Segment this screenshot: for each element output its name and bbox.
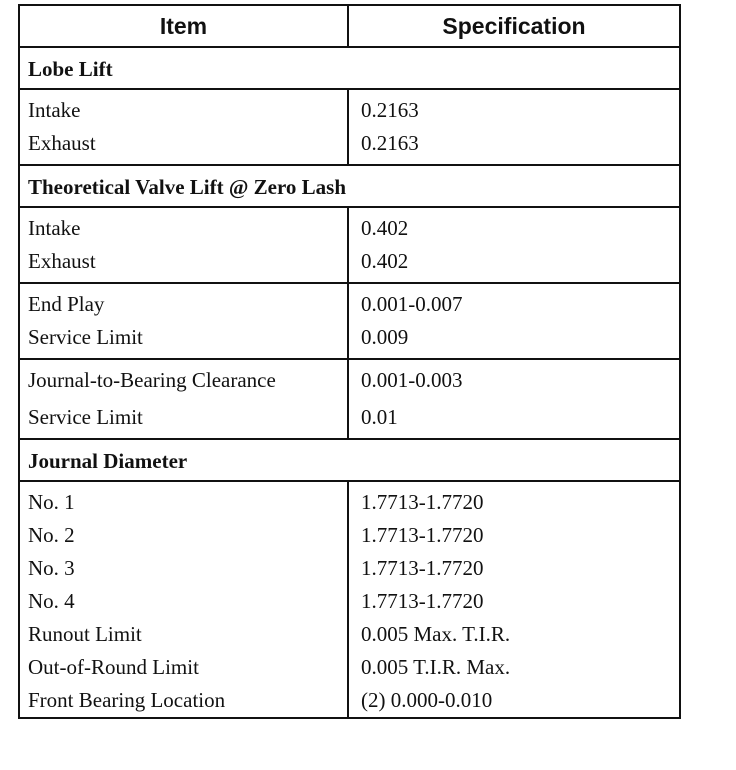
spec-cell: 1.7713-1.7720 <box>348 519 680 552</box>
section-lobe-lift <box>19 47 680 89</box>
table-row <box>19 552 680 585</box>
table-row <box>19 245 680 283</box>
header-specification: Specification <box>348 5 680 47</box>
camshaft-spec-table <box>18 4 681 719</box>
section-title: Lobe Lift <box>19 47 680 89</box>
item-cell: Exhaust <box>19 127 348 165</box>
item-cell: No. 2 <box>19 519 348 552</box>
item-cell: Intake <box>19 89 348 127</box>
spec-cell: 0.2163 <box>348 127 680 165</box>
item-cell: No. 4 <box>19 585 348 618</box>
spec-cell: 0.009 <box>348 321 680 359</box>
table-row <box>19 359 680 401</box>
spec-cell: 0.005 T.I.R. Max. <box>348 651 680 684</box>
spec-cell: 0.2163 <box>348 89 680 127</box>
item-cell: Front Bearing Location <box>19 684 348 718</box>
spec-cell: 1.7713-1.7720 <box>348 585 680 618</box>
table-row <box>19 618 680 651</box>
table-row <box>19 283 680 321</box>
item-cell: End Play <box>19 283 348 321</box>
table-row <box>19 585 680 618</box>
header-item: Item <box>19 5 348 47</box>
spec-cell: (2) 0.000-0.010 <box>348 684 680 718</box>
item-cell: No. 1 <box>19 481 348 519</box>
spec-cell: 0.402 <box>348 207 680 245</box>
spec-cell: 0.001-0.007 <box>348 283 680 321</box>
table-row <box>19 401 680 439</box>
item-cell: Service Limit <box>19 401 348 439</box>
header-row <box>19 5 680 47</box>
table-row <box>19 651 680 684</box>
section-title: Theoretical Valve Lift @ Zero Lash <box>19 165 680 207</box>
item-cell: Service Limit <box>19 321 348 359</box>
spec-cell: 0.001-0.003 <box>348 359 680 401</box>
table-row <box>19 519 680 552</box>
section-valve-lift <box>19 165 680 207</box>
section-journal-diameter <box>19 439 680 481</box>
table-row <box>19 207 680 245</box>
item-cell: Intake <box>19 207 348 245</box>
item-cell: Out-of-Round Limit <box>19 651 348 684</box>
spec-cell: 1.7713-1.7720 <box>348 481 680 519</box>
table-row <box>19 481 680 519</box>
spec-cell: 1.7713-1.7720 <box>348 552 680 585</box>
spec-cell: 0.01 <box>348 401 680 439</box>
table-row <box>19 684 680 718</box>
table-row <box>19 127 680 165</box>
spec-cell: 0.402 <box>348 245 680 283</box>
section-title: Journal Diameter <box>19 439 680 481</box>
spec-cell: 0.005 Max. T.I.R. <box>348 618 680 651</box>
item-cell: Exhaust <box>19 245 348 283</box>
item-cell: Runout Limit <box>19 618 348 651</box>
table-row <box>19 321 680 359</box>
item-cell: Journal-to-Bearing Clearance <box>19 359 348 401</box>
item-cell: No. 3 <box>19 552 348 585</box>
table-row <box>19 89 680 127</box>
